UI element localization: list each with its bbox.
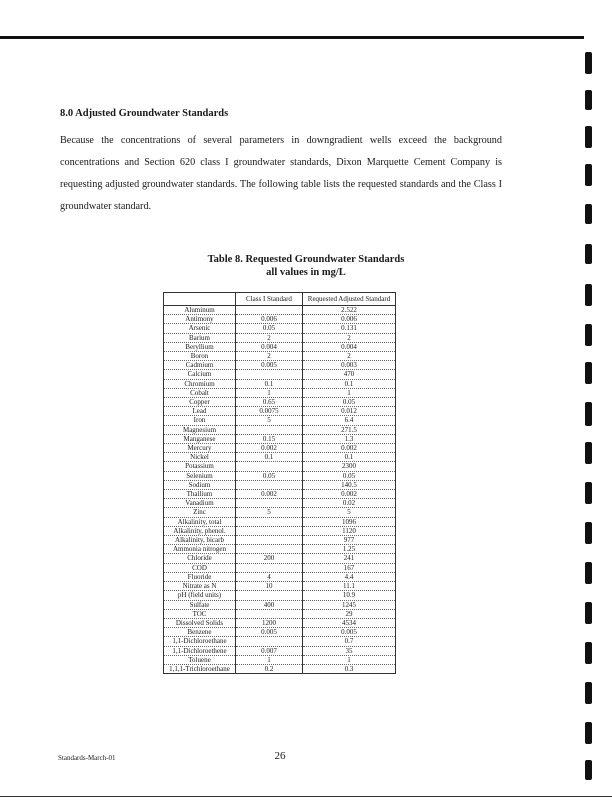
binder-mark: [585, 52, 592, 74]
class-i-standard-cell: [236, 499, 303, 508]
header-class-i-standard: Class I Standard: [236, 293, 303, 306]
table-row: [164, 554, 396, 563]
requested-standard-cell: 0.002: [303, 490, 396, 499]
table-row: [164, 637, 396, 646]
requested-standard-cell: 167: [303, 563, 396, 572]
parameter-cell: Zinc: [164, 508, 236, 517]
class-i-standard-cell: 1200: [236, 618, 303, 627]
class-i-standard-cell: 0.1: [236, 379, 303, 388]
class-i-standard-cell: 0.15: [236, 434, 303, 443]
table-row: [164, 379, 396, 388]
requested-standard-cell: 470: [303, 370, 396, 379]
table-subtitle: all values in mg/L: [266, 267, 346, 278]
table-row: [164, 508, 396, 517]
requested-standard-cell: 140.5: [303, 480, 396, 489]
class-i-standard-cell: [236, 517, 303, 526]
requested-standard-cell: 0.004: [303, 342, 396, 351]
binder-mark: [585, 164, 592, 186]
requested-standard-cell: 2: [303, 333, 396, 342]
requested-standard-cell: 1120: [303, 526, 396, 535]
table-row: [164, 333, 396, 342]
requested-standard-cell: 0.012: [303, 407, 396, 416]
table-row: [164, 628, 396, 637]
binder-mark: [585, 760, 592, 780]
requested-standard-cell: 11.1: [303, 582, 396, 591]
class-i-standard-cell: 0.05: [236, 324, 303, 333]
table-row: [164, 471, 396, 480]
parameter-cell: Chromium: [164, 379, 236, 388]
parameter-cell: Manganese: [164, 434, 236, 443]
requested-standard-cell: 0.003: [303, 361, 396, 370]
bottom-rule: [0, 796, 612, 797]
class-i-standard-cell: 10: [236, 582, 303, 591]
class-i-standard-cell: 0.006: [236, 315, 303, 324]
table-row: [164, 416, 396, 425]
class-i-standard-cell: [236, 563, 303, 572]
parameter-cell: Beryllium: [164, 342, 236, 351]
class-i-standard-cell: 0.2: [236, 664, 303, 673]
table-row: [164, 609, 396, 618]
requested-standard-cell: 2300: [303, 462, 396, 471]
parameter-cell: Magnesium: [164, 425, 236, 434]
parameter-cell: 1,1,1-Trichloroethane: [164, 664, 236, 673]
requested-standard-cell: 1: [303, 655, 396, 664]
binder-mark: [585, 602, 592, 624]
table-row: [164, 490, 396, 499]
section-paragraph: Because the concentrations of several parameters in downgradient wells exceed the background concentrations and Section 620 class I groundwater standards, Dixon Marquette Cement Company is requesting adjusted groundwater standards. The following table lists the requested standards and the Class I groundwater standard.: [60, 135, 502, 212]
parameter-cell: pH (field units): [164, 591, 236, 600]
parameter-cell: Calcium: [164, 370, 236, 379]
requested-standard-cell: 6.4: [303, 416, 396, 425]
table-row: [164, 388, 396, 397]
binder-mark: [585, 562, 592, 584]
table-row: [164, 499, 396, 508]
table-row: [164, 398, 396, 407]
parameter-cell: Sodium: [164, 480, 236, 489]
requested-standard-cell: 0.05: [303, 398, 396, 407]
table-body: [164, 306, 396, 674]
parameter-cell: Selenium: [164, 471, 236, 480]
class-i-standard-cell: 0.005: [236, 628, 303, 637]
class-i-standard-cell: 1: [236, 655, 303, 664]
class-i-standard-cell: 5: [236, 416, 303, 425]
class-i-standard-cell: 2: [236, 352, 303, 361]
parameter-cell: Nitrate as N: [164, 582, 236, 591]
requested-standard-cell: 0.1: [303, 379, 396, 388]
table-row: [164, 582, 396, 591]
parameter-cell: Alkalinity, total: [164, 517, 236, 526]
class-i-standard-cell: [236, 591, 303, 600]
parameter-cell: Aluminum: [164, 306, 236, 315]
requested-standard-cell: 1.25: [303, 545, 396, 554]
class-i-standard-cell: 0.002: [236, 490, 303, 499]
parameter-cell: Cobalt: [164, 388, 236, 397]
requested-standard-cell: 0.3: [303, 664, 396, 673]
binder-mark: [585, 402, 592, 426]
class-i-standard-cell: 0.05: [236, 471, 303, 480]
parameter-cell: 1,1-Dichloroethene: [164, 646, 236, 655]
parameter-cell: 1,1-Dichloroethane: [164, 637, 236, 646]
requested-standard-cell: 0.006: [303, 315, 396, 324]
requested-standard-cell: 1245: [303, 600, 396, 609]
parameter-cell: Ammonia nitrogen: [164, 545, 236, 554]
class-i-standard-cell: 400: [236, 600, 303, 609]
footer-document-id: Standards-March-01: [58, 754, 116, 762]
requested-standard-cell: 0.002: [303, 444, 396, 453]
requested-standard-cell: 0.05: [303, 471, 396, 480]
table-row: [164, 517, 396, 526]
class-i-standard-cell: 0.65: [236, 398, 303, 407]
table-row: [164, 361, 396, 370]
parameter-cell: Dissolved Solids: [164, 618, 236, 627]
parameter-cell: Sulfate: [164, 600, 236, 609]
class-i-standard-cell: [236, 370, 303, 379]
table-row: [164, 324, 396, 333]
parameter-cell: Copper: [164, 398, 236, 407]
binder-mark: [585, 522, 592, 544]
parameter-cell: Potassium: [164, 462, 236, 471]
requested-standard-cell: 2: [303, 352, 396, 361]
table-row: [164, 572, 396, 581]
class-i-standard-cell: 1: [236, 388, 303, 397]
table-row: [164, 370, 396, 379]
table-caption: [0, 253, 612, 279]
table-row: [164, 352, 396, 361]
binder-mark: [585, 284, 592, 306]
parameter-cell: Mercury: [164, 444, 236, 453]
binder-mark: [585, 482, 592, 504]
class-i-standard-cell: [236, 480, 303, 489]
header-parameter: [164, 293, 236, 306]
table-header-row: [164, 293, 396, 306]
standards-table-wrapper: [163, 292, 396, 674]
table-row: [164, 526, 396, 535]
table-row: [164, 315, 396, 324]
table-row: [164, 453, 396, 462]
class-i-standard-cell: 0.005: [236, 361, 303, 370]
parameter-cell: Arsenic: [164, 324, 236, 333]
requested-standard-cell: 977: [303, 536, 396, 545]
parameter-cell: COD: [164, 563, 236, 572]
requested-standard-cell: 1.3: [303, 434, 396, 443]
header-requested-standard: Requested Adjusted Standard: [303, 293, 396, 306]
parameter-cell: TOC: [164, 609, 236, 618]
table-row: [164, 342, 396, 351]
table-row: [164, 462, 396, 471]
table-row: [164, 480, 396, 489]
binder-mark: [585, 90, 592, 110]
parameter-cell: Antimony: [164, 315, 236, 324]
requested-standard-cell: 0.005: [303, 628, 396, 637]
binder-mark: [585, 642, 592, 664]
binder-mark: [585, 722, 592, 744]
requested-standard-cell: 4534: [303, 618, 396, 627]
table-row: [164, 545, 396, 554]
requested-standard-cell: 2.522: [303, 306, 396, 315]
table-row: [164, 655, 396, 664]
class-i-standard-cell: 0.0075: [236, 407, 303, 416]
table-row: [164, 591, 396, 600]
table-title: Table 8. Requested Groundwater Standards: [207, 254, 405, 265]
class-i-standard-cell: [236, 609, 303, 618]
section-heading: 8.0 Adjusted Groundwater Standards: [60, 108, 229, 119]
requested-standard-cell: 241: [303, 554, 396, 563]
class-i-standard-cell: 200: [236, 554, 303, 563]
parameter-cell: Benzene: [164, 628, 236, 637]
class-i-standard-cell: [236, 526, 303, 535]
parameter-cell: Cadmium: [164, 361, 236, 370]
class-i-standard-cell: 0.1: [236, 453, 303, 462]
requested-standard-cell: 0.1: [303, 453, 396, 462]
parameter-cell: Fluoride: [164, 572, 236, 581]
table-row: [164, 407, 396, 416]
table-row: [164, 444, 396, 453]
table-row: [164, 600, 396, 609]
binder-mark: [585, 362, 592, 384]
binder-mark: [585, 204, 592, 224]
parameter-cell: Thallium: [164, 490, 236, 499]
parameter-cell: Alkalinity, phenol.: [164, 526, 236, 535]
top-rule: [0, 36, 584, 39]
table-row: [164, 664, 396, 673]
class-i-standard-cell: 4: [236, 572, 303, 581]
parameter-cell: Nickel: [164, 453, 236, 462]
parameter-cell: Toluene: [164, 655, 236, 664]
class-i-standard-cell: 0.004: [236, 342, 303, 351]
table-row: [164, 563, 396, 572]
requested-standard-cell: 29: [303, 609, 396, 618]
class-i-standard-cell: 0.007: [236, 646, 303, 655]
requested-standard-cell: 10.9: [303, 591, 396, 600]
table-row: [164, 536, 396, 545]
parameter-cell: Chloride: [164, 554, 236, 563]
parameter-cell: Iron: [164, 416, 236, 425]
class-i-standard-cell: [236, 306, 303, 315]
binder-mark: [585, 324, 592, 346]
table-row: [164, 306, 396, 315]
parameter-cell: Lead: [164, 407, 236, 416]
class-i-standard-cell: 2: [236, 333, 303, 342]
requested-standard-cell: 0.7: [303, 637, 396, 646]
requested-standard-cell: 1096: [303, 517, 396, 526]
table-row: [164, 434, 396, 443]
parameter-cell: Alkalinity, bicarb: [164, 536, 236, 545]
class-i-standard-cell: [236, 536, 303, 545]
class-i-standard-cell: [236, 637, 303, 646]
parameter-cell: Vanadium: [164, 499, 236, 508]
class-i-standard-cell: [236, 462, 303, 471]
table-row: [164, 646, 396, 655]
requested-standard-cell: 0.131: [303, 324, 396, 333]
class-i-standard-cell: 0.002: [236, 444, 303, 453]
requested-standard-cell: 35: [303, 646, 396, 655]
class-i-standard-cell: [236, 545, 303, 554]
requested-standard-cell: 1: [303, 388, 396, 397]
requested-standard-cell: 5: [303, 508, 396, 517]
page-number: 26: [274, 750, 286, 762]
parameter-cell: Barium: [164, 333, 236, 342]
requested-standard-cell: 0.02: [303, 499, 396, 508]
binder-mark: [585, 682, 592, 704]
class-i-standard-cell: [236, 425, 303, 434]
table-row: [164, 618, 396, 627]
binder-mark: [585, 442, 592, 464]
class-i-standard-cell: 5: [236, 508, 303, 517]
binder-mark: [585, 126, 592, 148]
table-row: [164, 425, 396, 434]
parameter-cell: Boron: [164, 352, 236, 361]
requested-standard-cell: 4.4: [303, 572, 396, 581]
standards-table: [163, 292, 396, 674]
requested-standard-cell: 271.5: [303, 425, 396, 434]
